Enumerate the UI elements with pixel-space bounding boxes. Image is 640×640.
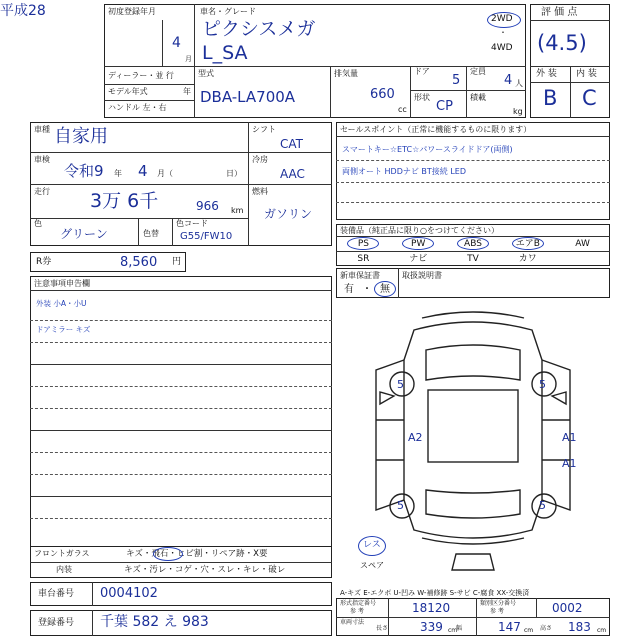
- equipment-row-2: [336, 252, 610, 266]
- drive-4wd: 4WD: [491, 43, 513, 53]
- notes-rule: [30, 518, 332, 519]
- manual-label: 取扱説明書: [402, 271, 442, 280]
- sales-point-line-2: 両側オート HDDナビ BT接続 LED: [342, 167, 467, 176]
- car-name: ピクシスメガ: [202, 18, 316, 40]
- exterior-label: 外 装: [536, 69, 557, 79]
- notes-rule: [30, 320, 332, 321]
- class-number-label: 類別区分番号: [480, 600, 517, 607]
- notes-title: 注意事項申告欄: [34, 279, 90, 288]
- type-designation-sub: 参 考: [350, 608, 364, 615]
- equipment-label: ナビ: [409, 254, 428, 264]
- km-unit: km: [231, 206, 244, 215]
- equipment-item: [336, 237, 391, 251]
- notes-rule: [30, 452, 332, 453]
- notes-lines: [30, 276, 332, 578]
- shift: CAT: [280, 137, 303, 151]
- displacement-label: 排気量: [334, 69, 358, 78]
- warranty-sep: ・: [362, 284, 372, 295]
- mileage-sub: 966: [196, 199, 219, 213]
- inspection-month: 4: [138, 162, 148, 180]
- notes-rule: [30, 386, 332, 387]
- class-number: 0002: [552, 601, 583, 615]
- mileage: 3万 6千: [90, 190, 159, 212]
- drive-dot: ・: [499, 28, 507, 37]
- equipment-circle: [402, 237, 434, 250]
- inspection-month-unit: 月（: [157, 169, 173, 178]
- equipment-label: AW: [575, 239, 590, 249]
- color-label: 色: [34, 219, 42, 228]
- equipment-circle: [457, 237, 489, 250]
- shape-label: 形状: [414, 93, 430, 102]
- sales-points-title: セールスポイント（正常に機能するものに限ります）: [340, 125, 532, 134]
- equipment-label: PS: [357, 239, 369, 249]
- equipment-item: [391, 252, 446, 266]
- equipment-label: PW: [411, 239, 426, 249]
- first-reg-label: 初度登録年月: [108, 7, 156, 16]
- tire-rear-left: 5: [397, 499, 404, 512]
- equipment-label: ABS: [464, 239, 482, 249]
- chassis-label: 車台番号: [38, 589, 75, 599]
- color: グリーン: [60, 227, 108, 241]
- shift-label: シフト: [252, 125, 276, 134]
- ac-label: 冷房: [252, 155, 268, 164]
- tire-front-left: 5: [397, 378, 404, 391]
- inspection-year-unit: 年: [114, 169, 122, 178]
- stone-chip-circle: [153, 547, 183, 561]
- warranty-yes: 有: [344, 284, 354, 295]
- length-sub: 長さ: [376, 625, 389, 632]
- doors: 5: [452, 73, 461, 88]
- first-reg-month-unit: 月: [185, 55, 192, 63]
- recycle-unit: 円: [172, 257, 182, 267]
- usage-label: 車種: [34, 125, 50, 134]
- width-label: 幅: [456, 625, 463, 632]
- first-reg-month: 4: [172, 35, 181, 51]
- ac: AAC: [280, 167, 305, 181]
- chassis-number: 0004102: [100, 586, 158, 601]
- color-code: G55/FW10: [180, 231, 233, 242]
- model-year-unit: 年: [183, 87, 191, 96]
- damage-left-a2: A2: [408, 431, 423, 444]
- interior-options: キズ・汚レ・コゲ・穴・スレ・キレ・破レ: [124, 565, 286, 575]
- width-value: 147: [498, 620, 521, 634]
- length-label: 車両寸法: [340, 619, 365, 626]
- length-cm: cm: [448, 627, 458, 634]
- capacity-unit: 人: [515, 79, 523, 88]
- equipment-label: SR: [357, 254, 370, 264]
- recycle-block: [30, 252, 186, 272]
- dealer-label: ディーラー・並 行: [108, 71, 174, 80]
- recycle-amount: 8,560: [120, 255, 158, 270]
- fuel: ガソリン: [264, 207, 313, 221]
- usage: 自家用: [54, 126, 108, 147]
- displacement: 660: [370, 87, 395, 102]
- model-label: 型式: [198, 69, 214, 78]
- equipment-label: エアB: [515, 239, 540, 249]
- sales-point-line-1: スマートキー☆ETC☆パワースライドドア(両側): [342, 145, 513, 154]
- warranty-label: 新車保証書: [340, 271, 380, 280]
- fuel-label: 燃料: [252, 187, 268, 196]
- inspection-label: 車検: [34, 155, 50, 164]
- damage-right-a1-lower: A1: [562, 457, 577, 470]
- notes-rule: [30, 408, 332, 409]
- equipment-item: [446, 237, 501, 251]
- windshield-options: キズ・飛石・ヒビ割・リペア跡・X要: [126, 549, 268, 559]
- equipment-item: [391, 237, 446, 251]
- tire-front-right: 5: [539, 378, 546, 391]
- mileage-label: 走行: [34, 187, 50, 196]
- model-code: DBA-LA700A: [200, 88, 296, 106]
- notes-rule: [30, 474, 332, 475]
- equipment-label: TV: [467, 254, 479, 264]
- cc-unit: cc: [398, 105, 407, 114]
- equipment-circle: [347, 237, 379, 250]
- notes-line-2: ドアミラー キズ: [36, 325, 91, 334]
- equipment-item: [446, 252, 501, 266]
- notes-rule: [30, 496, 332, 497]
- recycle-label: R券: [36, 257, 52, 267]
- spare-label: スペア: [360, 561, 384, 570]
- load-label: 積載: [470, 93, 486, 102]
- capacity: 4: [504, 73, 513, 88]
- kg-unit: kg: [513, 107, 523, 116]
- type-designation: 18120: [412, 601, 451, 615]
- interior-label: 内装: [56, 565, 72, 574]
- length-value: 339: [420, 620, 443, 634]
- color-shade-label: 色替: [143, 229, 159, 238]
- windshield-label: フロントガラス: [34, 549, 90, 558]
- grade: L_SA: [202, 42, 248, 64]
- shape: CP: [436, 99, 453, 114]
- model-year-label: モデル年式: [108, 87, 148, 96]
- equipment-label: カワ: [518, 254, 537, 264]
- exterior-grade: B: [543, 86, 558, 110]
- interior-grade: C: [582, 86, 597, 110]
- first-reg-era: 平成28: [0, 3, 46, 19]
- drive-2wd: 2WD: [491, 14, 513, 24]
- equipment-item: [500, 237, 555, 251]
- spare-handwrite: レス: [363, 540, 381, 550]
- equipment-title: 装備品（純正品に限り○をつけてください）: [340, 226, 499, 235]
- rating-score: (4.5): [537, 31, 587, 55]
- damage-right-a1-upper: A1: [562, 431, 577, 444]
- width-cm: cm: [524, 627, 534, 634]
- notes-line-1: 外装 小A・小U: [36, 299, 87, 308]
- car-diagram: [336, 300, 610, 576]
- car-name-label: 車名・グレード: [200, 7, 256, 16]
- equipment-circle: [512, 237, 544, 250]
- type-designation-label: 形式指定番号: [340, 600, 377, 607]
- plate-number: 千葉 582 え 983: [100, 614, 209, 630]
- color-code-label: 色コード: [176, 219, 208, 228]
- warranty-no: 無: [380, 284, 390, 295]
- class-number-sub: 参 考: [490, 608, 504, 615]
- equipment-item: [336, 252, 391, 266]
- notes-rule: [30, 342, 332, 343]
- height-cm: cm: [597, 627, 607, 634]
- handle-label: ハンドル 左・右: [108, 103, 167, 112]
- chassis-block: [30, 582, 332, 606]
- height-label: 高さ: [540, 625, 553, 632]
- equipment-item: [555, 237, 610, 251]
- notes-rule: [30, 364, 332, 365]
- capacity-label: 定員: [470, 67, 486, 76]
- door-label: ドア: [414, 67, 430, 76]
- inspection-day: 日）: [226, 169, 242, 178]
- notes-rule: [30, 430, 332, 431]
- inspection-era: 令和9: [64, 162, 104, 180]
- plate-label: 登録番号: [38, 618, 75, 628]
- equipment-item: [555, 252, 610, 266]
- equipment-row-1: [336, 237, 610, 251]
- equipment-item: [500, 252, 555, 266]
- height-value: 183: [568, 620, 591, 634]
- rating-title: 評 価 点: [541, 7, 578, 18]
- tire-rear-right: 5: [539, 499, 546, 512]
- interior-label: 内 装: [576, 69, 597, 79]
- damage-legend: A-キズ E-エクボ U-凹み W-補修跡 S-サビ C-腐食 XX-交換済: [340, 589, 530, 597]
